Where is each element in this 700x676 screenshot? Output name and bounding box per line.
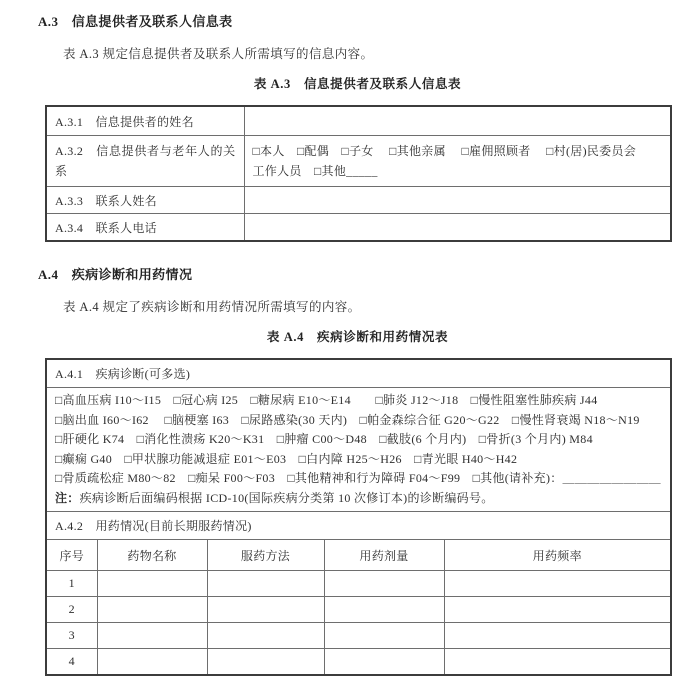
section-a3-intro: 表 A.3 规定信息提供者及联系人所需填写的信息内容。 [63, 47, 374, 61]
column-header-dose: 用药剂量 [324, 540, 444, 571]
dose-cell [324, 623, 444, 649]
table-a3 [45, 105, 672, 242]
row-a32-value [244, 136, 671, 187]
drug-name-cell [97, 597, 207, 623]
table-row [46, 106, 671, 136]
diagnosis-options-cell [46, 388, 671, 512]
diagnosis-options-line: □脑出血 I60～I62 □脑梗塞 I63 □尿路感染(30 天内) □帕金森综合征 G20～G22 □慢性肾衰竭 N18～N19 [55, 412, 640, 427]
column-header-method: 服药方法 [207, 540, 324, 571]
medication-row [46, 623, 671, 649]
row-a33-value [244, 187, 671, 214]
row-a42-label: A.4.2 用药情况(目前长期服药情况) [46, 512, 671, 540]
column-header-drug-name: 药物名称 [97, 540, 207, 571]
row-a31-label: A.3.1 信息提供者的姓名 [46, 106, 244, 136]
row-number: 2 [46, 597, 97, 623]
relationship-options-line: 工作人员 □其他_____ [252, 164, 378, 178]
note-label: 注： [55, 490, 80, 505]
section-a4-heading: A.4 疾病诊断和用药情况 [38, 267, 193, 282]
table-row [46, 136, 671, 187]
table-a4 [45, 358, 672, 676]
frequency-cell [444, 571, 671, 597]
row-a34-value [244, 214, 671, 242]
section-a4-intro: 表 A.4 规定了疾病诊断和用药情况所需填写的内容。 [63, 300, 361, 314]
table-row [46, 388, 671, 512]
document-page [0, 14, 700, 676]
column-header-frequency: 用药频率 [444, 540, 671, 571]
method-cell [207, 623, 324, 649]
section-a3-heading: A.3 信息提供者及联系人信息表 [38, 14, 233, 29]
table-a3-caption: 表 A.3 信息提供者及联系人信息表 [253, 77, 462, 91]
note-text: 疾病诊断后面编码根据 ICD-10(国际疾病分类第 10 次修订本)的诊断编码号。 [79, 490, 494, 505]
dose-cell [324, 597, 444, 623]
row-number: 1 [46, 571, 97, 597]
medication-header-row [46, 540, 671, 571]
frequency-cell [444, 623, 671, 649]
row-number: 4 [46, 649, 97, 676]
diagnosis-options-line: □肝硬化 K74 □消化性溃疡 K20～K31 □肿瘤 C00～D48 □截肢(6 个月内) □骨折(3 个月内) M84 [55, 432, 593, 446]
diagnosis-options-line: □骨质疏松症 M80～82 □痴呆 F00～F03 □其他精神和行为障碍 F04～F99 □其他(请补充)：＿＿＿＿＿＿＿＿ [55, 471, 661, 485]
table-row [46, 359, 671, 388]
medication-row [46, 597, 671, 623]
diagnosis-options-line: □癫痫 G40 □甲状腺功能减退症 E01～E03 □白内障 H25～H26 □青光眼 H40～H42 [55, 451, 518, 466]
dose-cell [324, 571, 444, 597]
diagnosis-options-line: □高血压病 I10～I15 □冠心病 I25 □糖尿病 E10～E14 □肺炎 J12～J18 □慢性阻塞性肺疾病 J44 [55, 393, 598, 407]
drug-name-cell [97, 571, 207, 597]
table-row [46, 512, 671, 540]
row-a41-label: A.4.1 疾病诊断(可多选) [46, 359, 671, 388]
table-a4-caption: 表 A.4 疾病诊断和用药情况表 [266, 330, 449, 344]
method-cell [207, 571, 324, 597]
row-a32-label: A.3.2 信息提供者与老年人的关系 [46, 136, 244, 187]
relationship-options-line: □本人 □配偶 □子女 □其他亲属 □雇佣照顾者 □村(居)民委员会 [252, 144, 637, 158]
method-cell [207, 597, 324, 623]
row-a31-value [244, 106, 671, 136]
diagnosis-note [55, 489, 662, 509]
column-header-no: 序号 [46, 540, 97, 571]
table-row [46, 214, 671, 242]
row-number: 3 [46, 623, 97, 649]
medication-row [46, 571, 671, 597]
frequency-cell [444, 597, 671, 623]
row-a33-label: A.3.3 联系人姓名 [46, 187, 244, 214]
table-row [46, 187, 671, 214]
row-a34-label: A.3.4 联系人电话 [46, 214, 244, 242]
drug-name-cell [97, 623, 207, 649]
